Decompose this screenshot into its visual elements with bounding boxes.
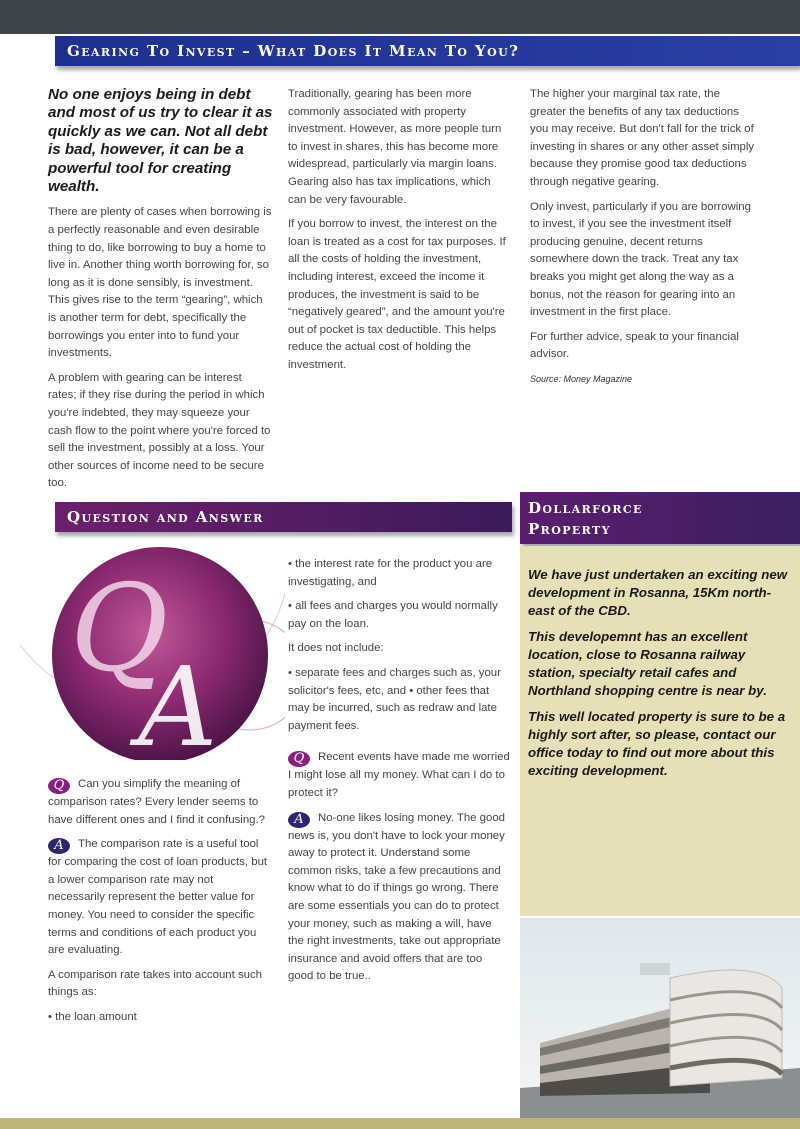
dollarforce-paragraph: We have just undertaken an exciting new development in Rosanna, 15Km north-east of the CBD. <box>528 567 788 618</box>
dollarforce-title-line-2: Property <box>528 520 611 538</box>
question-mark-icon: Q <box>288 751 310 767</box>
bullet-item: • the interest rate for the product you are investigating, and <box>288 558 493 588</box>
gearing-lead: No one enjoys being in debt and most of us try to clear it as quickly as we can. Not all debt is bad, however, it can be a powerful tool for creating wealth. <box>48 86 273 196</box>
gearing-source: Source: Money Magazine <box>530 373 633 384</box>
gearing-section-title: Gearing To Invest – What Does It Mean To You? <box>67 42 520 60</box>
answer-1-paragraph: It does not include: <box>288 642 384 655</box>
bullet-item: • all fees and charges you would normally pay on the loan. <box>288 600 498 630</box>
answer-mark-icon: A <box>48 838 70 854</box>
bottom-bar <box>0 1118 800 1129</box>
answer-2-text: No-one likes losing money. The good news is, you don't have to lock your money away to protect it. Understand some common risks, take a few precautions and know what to do if things go wrong. There are some essentials you can do to protect your money, such as making a will, have the right investments, take out appropriate insurance and avoid offers that are too good to be true.. <box>288 811 505 983</box>
gearing-paragraph: Only invest, particularly if you are borrowing to invest, if you see the investment itself producing genuine, decent returns somewhere down the track. Treat any tax breaks you might get along the way as a bonus, not the reason for gearing into an investment in the first place. <box>530 200 751 319</box>
dollarforce-paragraph: This well located property is sure to be a highly sort after, so please, contact our office today to find out more about this exciting development. <box>528 709 786 778</box>
gearing-column-1 <box>48 86 273 500</box>
bullet-item: • the loan amount <box>48 1010 137 1023</box>
question-2 <box>288 749 510 802</box>
dollarforce-title-line-1: Dollarforce <box>528 499 643 517</box>
building-curved-tower <box>670 970 782 1086</box>
gearing-paragraph: Traditionally, gearing has been more commonly associated with property investment. However, as more people turn to invest in shares, this has become more widespread, particularly via margin loans. Gearing also has tax implications, which can be very favourable. <box>288 88 502 206</box>
gearing-paragraph: The higher your marginal tax rate, the greater the benefits of any tax deductions you may receive. But don't fall for the trick of investing in shares or any other asset simply because they promise good tax deductions through negative gearing. <box>530 88 755 188</box>
qa-section-title: Question and Answer <box>67 508 264 526</box>
qa-section-banner <box>55 502 512 532</box>
qa-art-letter-a: A <box>138 643 218 760</box>
top-bar <box>0 0 800 34</box>
dollarforce-panel <box>520 546 800 916</box>
gearing-column-2 <box>288 86 510 382</box>
qa-column-2 <box>288 556 510 993</box>
answer-2 <box>288 810 510 986</box>
gearing-column-3 <box>530 86 758 396</box>
dollarforce-paragraph: This developemnt has an excellent location, close to Rosanna railway station, specialty retail cafes and Northland shopping centre is near by. <box>528 629 767 698</box>
property-photo <box>520 918 800 1118</box>
qa-artwork <box>20 545 285 760</box>
gearing-paragraph: A problem with gearing can be interest rates; if they rise during the period in which you're indebted, they may squeeze your cash flow to the point where you're forced to sell the investment, possibly at a loss. Your other sources of income need to be secure too. <box>48 371 271 490</box>
question-2-text: Recent events have made me worried I might lose all my money. What can I do to protect it? <box>288 751 510 799</box>
gearing-paragraph: There are plenty of cases when borrowing is a perfectly reasonable and even desirable thing to do, like borrowing to buy a home to live in. Another thing worth borrowing for, so long as it is done sensibly, is investment. This gives rise to the term “gearing”, which is another term for debt, specifically the borrowings you enter into to fund your investments. <box>48 206 272 360</box>
question-1-text: Can you simplify the meaning of comparison rates? Every lender seems to have different ones and I find it confusing.? <box>48 778 265 826</box>
gearing-section-banner <box>55 36 800 66</box>
answer-1 <box>48 836 270 960</box>
question-mark-icon: Q <box>48 778 70 794</box>
qa-art-letter-q: Q <box>70 560 169 699</box>
answer-mark-icon: A <box>288 812 310 828</box>
gearing-paragraph: For further advice, speak to your financial advisor. <box>530 330 739 361</box>
building-roof-element <box>640 963 670 975</box>
qa-column-1 <box>48 776 270 1034</box>
answer-1-paragraph: A comparison rate takes into account such things as: <box>48 968 263 999</box>
bullet-item: • separate fees and charges such as, your solicitor's fees, etc, and • other fees that may be incurred, such as redraw and late payment fees. <box>288 666 501 732</box>
dollarforce-banner <box>520 492 800 544</box>
gearing-paragraph: If you borrow to invest, the interest on the loan is treated as a cost for tax purposes. If all the costs of holding the investment, including interest, exceed the income it produces, the investment is said to be “negatively geared”, and the amount you're out of pocket is tax deductible. This helps reduce the actual cost of holding the investment. <box>288 218 506 371</box>
question-1 <box>48 776 270 829</box>
answer-1-text: The comparison rate is a useful tool for comparing the cost of loan products, but a lower comparison rate may not necessarily represent the better value for money. You need to consider the specific terms and conditions of each product you are evaluating. <box>48 838 268 957</box>
